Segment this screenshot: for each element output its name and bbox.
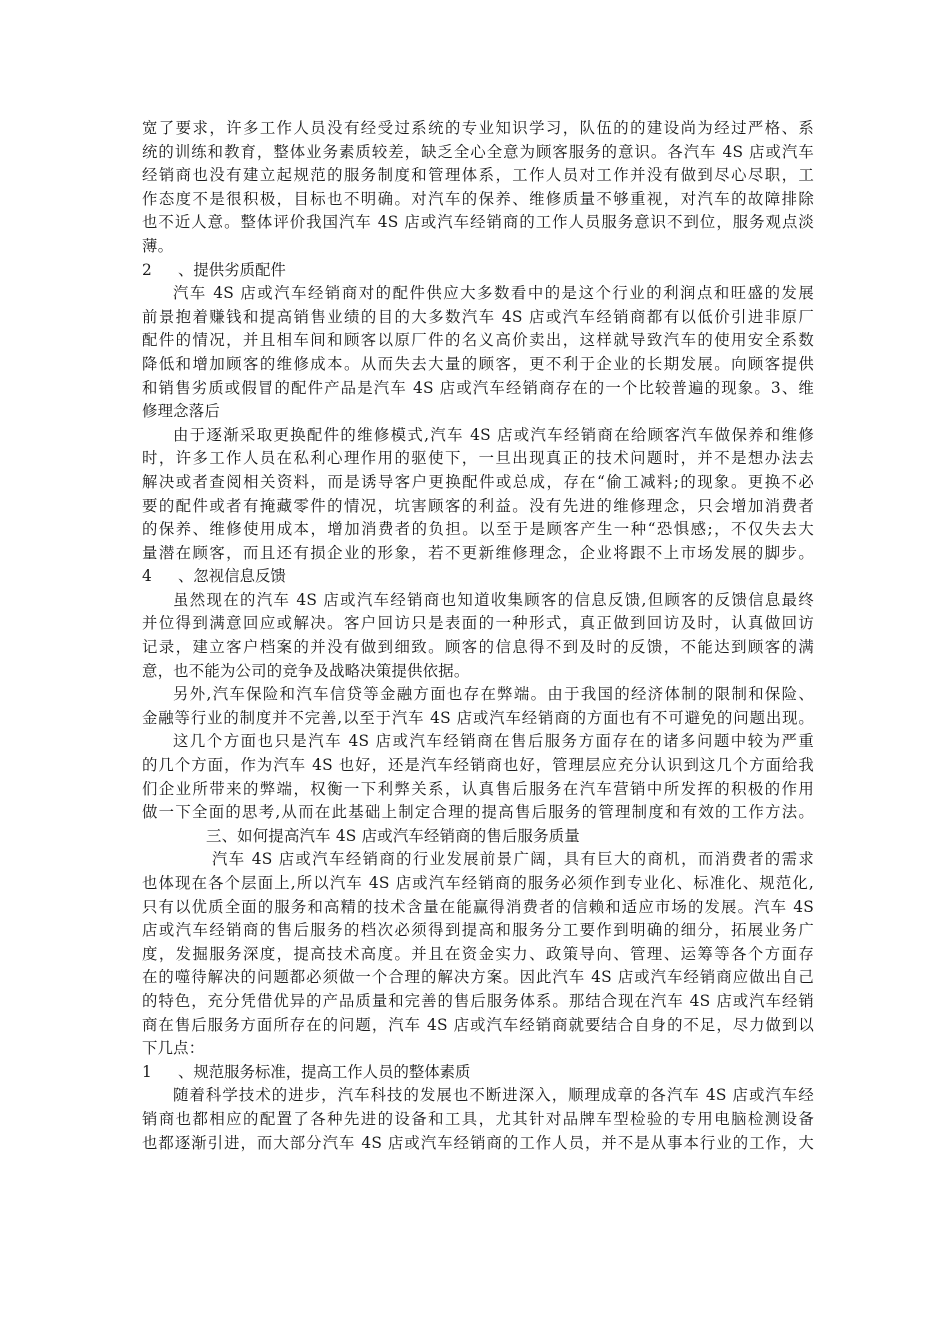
text-line: 和销售劣质或假冒的配件产品是汽车 4S 店或汽车经销商存在的一个比较普遍的现象。3、维 [142,378,814,397]
paragraph-8 [142,1084,814,1155]
text-line: 商在售后服务方面所存在的问题，汽车 4S 店或汽车经销商就要结合自身的不足，尽力做到以 [142,1015,814,1034]
text-line: 们企业所带来的弊端，权衡一下利弊关系，认真售后服务在汽车营销中所发挥的积极的作用 [142,779,814,798]
section-heading-1 [142,1061,814,1085]
text-line: 另外,汽车保险和汽车信贷等金融方面也存在弊端。由于我国的经济体制的限制和保险、 [173,685,814,704]
text-line: 时，许多工作人员在私利心理作用的驱使下，一旦出现真正的技术问题时，并不是想办法去 [142,449,814,468]
section-title-3: 三、如何提高汽车 4S 店或汽车经销商的售后服务质量 [206,826,580,845]
paragraph-2 [142,282,814,424]
document-page [142,117,814,1155]
paragraph-7 [142,848,814,1060]
text-line: 宽了要求，许多工作人员没有经受过系统的专业知识学习，队伍的的建设尚为经过严格、系 [142,119,814,137]
text-line: 的几个方面，作为汽车 4S 也好，还是汽车经销商也好，管理层应充分认识到这几个方面给我 [142,756,814,775]
paragraph-1 [142,117,814,259]
text-line: 汽车 4S 店或汽车经销商的行业发展前景广阔，具有巨大的商机，而消费者的需求 [212,850,814,869]
section-heading-4 [142,565,814,589]
text-line: 意，也不能为公司的竞争及战略决策提供依据。 [142,661,470,680]
text-line: 度，发掘服务深度，提高技术高度。并且在资金实力、政策导向、管理、运筹等各个方面存 [142,944,814,963]
heading-text: 、提供劣质配件 [178,260,286,279]
paragraph-6 [142,730,814,824]
text-line: 修理念落后 [142,402,220,421]
text-line: 作态度不是很积极，目标也不明确。对汽车的保养、维修质量不够重视，对汽车的故障排除 [142,189,814,208]
text-line: 统的训练和教育，整体业务素质较差，缺乏全心全意为顾客服务的意识。各汽车 4S 店或汽车 [142,142,814,161]
paragraph-3 [142,424,814,566]
text-line: 汽车 4S 店或汽车经销商对的配件供应大多数看中的是这个行业的利润点和旺盛的发展 [173,284,814,303]
text-line: 要的配件或者有掩藏零件的情况，坑害顾客的利益。没有先进的维修理念，只会增加消费者 [142,496,814,515]
text-line: 这几个方面也只是汽车 4S 店或汽车经销商在售后服务方面存在的诸多问题中较为严重 [173,732,814,751]
text-line: 记录，建立客户档案的并没有做到细致。顾客的信息得不到及时的反馈，不能达到顾客的满 [142,638,814,657]
text-line: 配件的情况，并且相车间和顾客以原厂件的名义高价卖出，这样就导致汽车的使用安全系数 [142,331,814,350]
heading-number: 1 [142,1062,152,1081]
heading-text: 、规范服务标准，提高工作人员的整体素质 [178,1062,471,1081]
text-line: 的保养、维修使用成本，增加消费者的负担。以至于是顾客产生一种“恐惧感;，不仅失去大 [142,520,814,539]
text-line: 也都逐渐引进，而大部分汽车 4S 店或汽车经销商的工作人员，并不是从事本行业的工作，大 [142,1133,814,1152]
text-line: 金融等行业的制度并不完善,以至于汽车 4S 店或汽车经销商的方面也有不可避免的问题出现。 [142,708,814,727]
heading-text: 、忽视信息反馈 [178,567,286,586]
heading-number: 2 [142,260,152,279]
text-line: 下几点： [142,1039,205,1058]
text-line: 也不近人意。整体评价我国汽车 4S 店或汽车经销商的工作人员服务意识不到位，服务观点淡 [142,213,814,232]
text-line: 前景抱着赚钱和提高销售业绩的目的大多数汽车 4S 店或汽车经销商都有以低价引进非原厂 [142,307,814,326]
text-line: 店或汽车经销商的售后服务的档次必须得到提高和服务分工要作到明确的细分，拓展业务广 [142,921,814,940]
paragraph-5 [142,683,814,730]
text-line: 也体现在各个层面上,所以汽车 4S 店或汽车经销商的服务必须作到专业化、标准化、规范化, [142,874,814,892]
heading-number: 4 [142,567,152,586]
text-line: 在的噬待解决的问题都必须做一个合理的解决方案。因此汽车 4S 店或汽车经销商应做出自己 [142,968,814,987]
text-line: 经销商也没有建立起规范的服务制度和管理体系，工作人员对工作并没有做到尽心尽职，工 [142,166,814,185]
text-line: 只有以优质全面的服务和高精的技术含量在能赢得消费者的信赖和适应市场的发展。汽车 4S [142,897,814,916]
text-line: 销商也都相应的配置了各种先进的设备和工具，尤其针对品牌车型检验的专用电脑检测设备 [142,1109,814,1128]
text-line: 解决或者查阅相关资料，而是诱导客户更换配件或总成，存在“偷工减料;的现象。更换不必 [142,472,814,491]
text-line: 量潜在顾客，而且还有损企业的形象，若不更新维修理念，企业将跟不上市场发展的脚步。 [142,543,814,562]
text-line: 薄。 [142,236,174,255]
text-line: 由于逐渐采取更换配件的维修模式,汽车 4S 店或汽车经销商在给顾客汽车做保养和维修 [173,425,814,444]
text-line: 降低和增加顾客的维修成本。从而失去大量的顾客，更不利于企业的长期发展。向顾客提供 [142,354,814,373]
section-heading-2 [142,259,814,283]
text-line: 做一下全面的思考,从而在此基础上制定合理的提高售后服务的管理制度和有效的工作方法。 [142,803,814,822]
text-line: 的特色，充分凭借优异的产品质量和完善的售后服务体系。那结合现在汽车 4S 店或汽车经销 [142,991,814,1010]
text-line: 随着科学技术的进步，汽车科技的发展也不断进深入，顺理成章的各汽车 4S 店或汽车经 [173,1086,814,1105]
paragraph-4 [142,589,814,683]
text-line: 并位得到满意回应或解决。客户回访只是表面的一种形式，真正做到回访及时，认真做回访 [142,614,814,633]
text-line: 虽然现在的汽车 4S 店或汽车经销商也知道收集顾客的信息反馈,但顾客的反馈信息最终 [173,590,814,609]
